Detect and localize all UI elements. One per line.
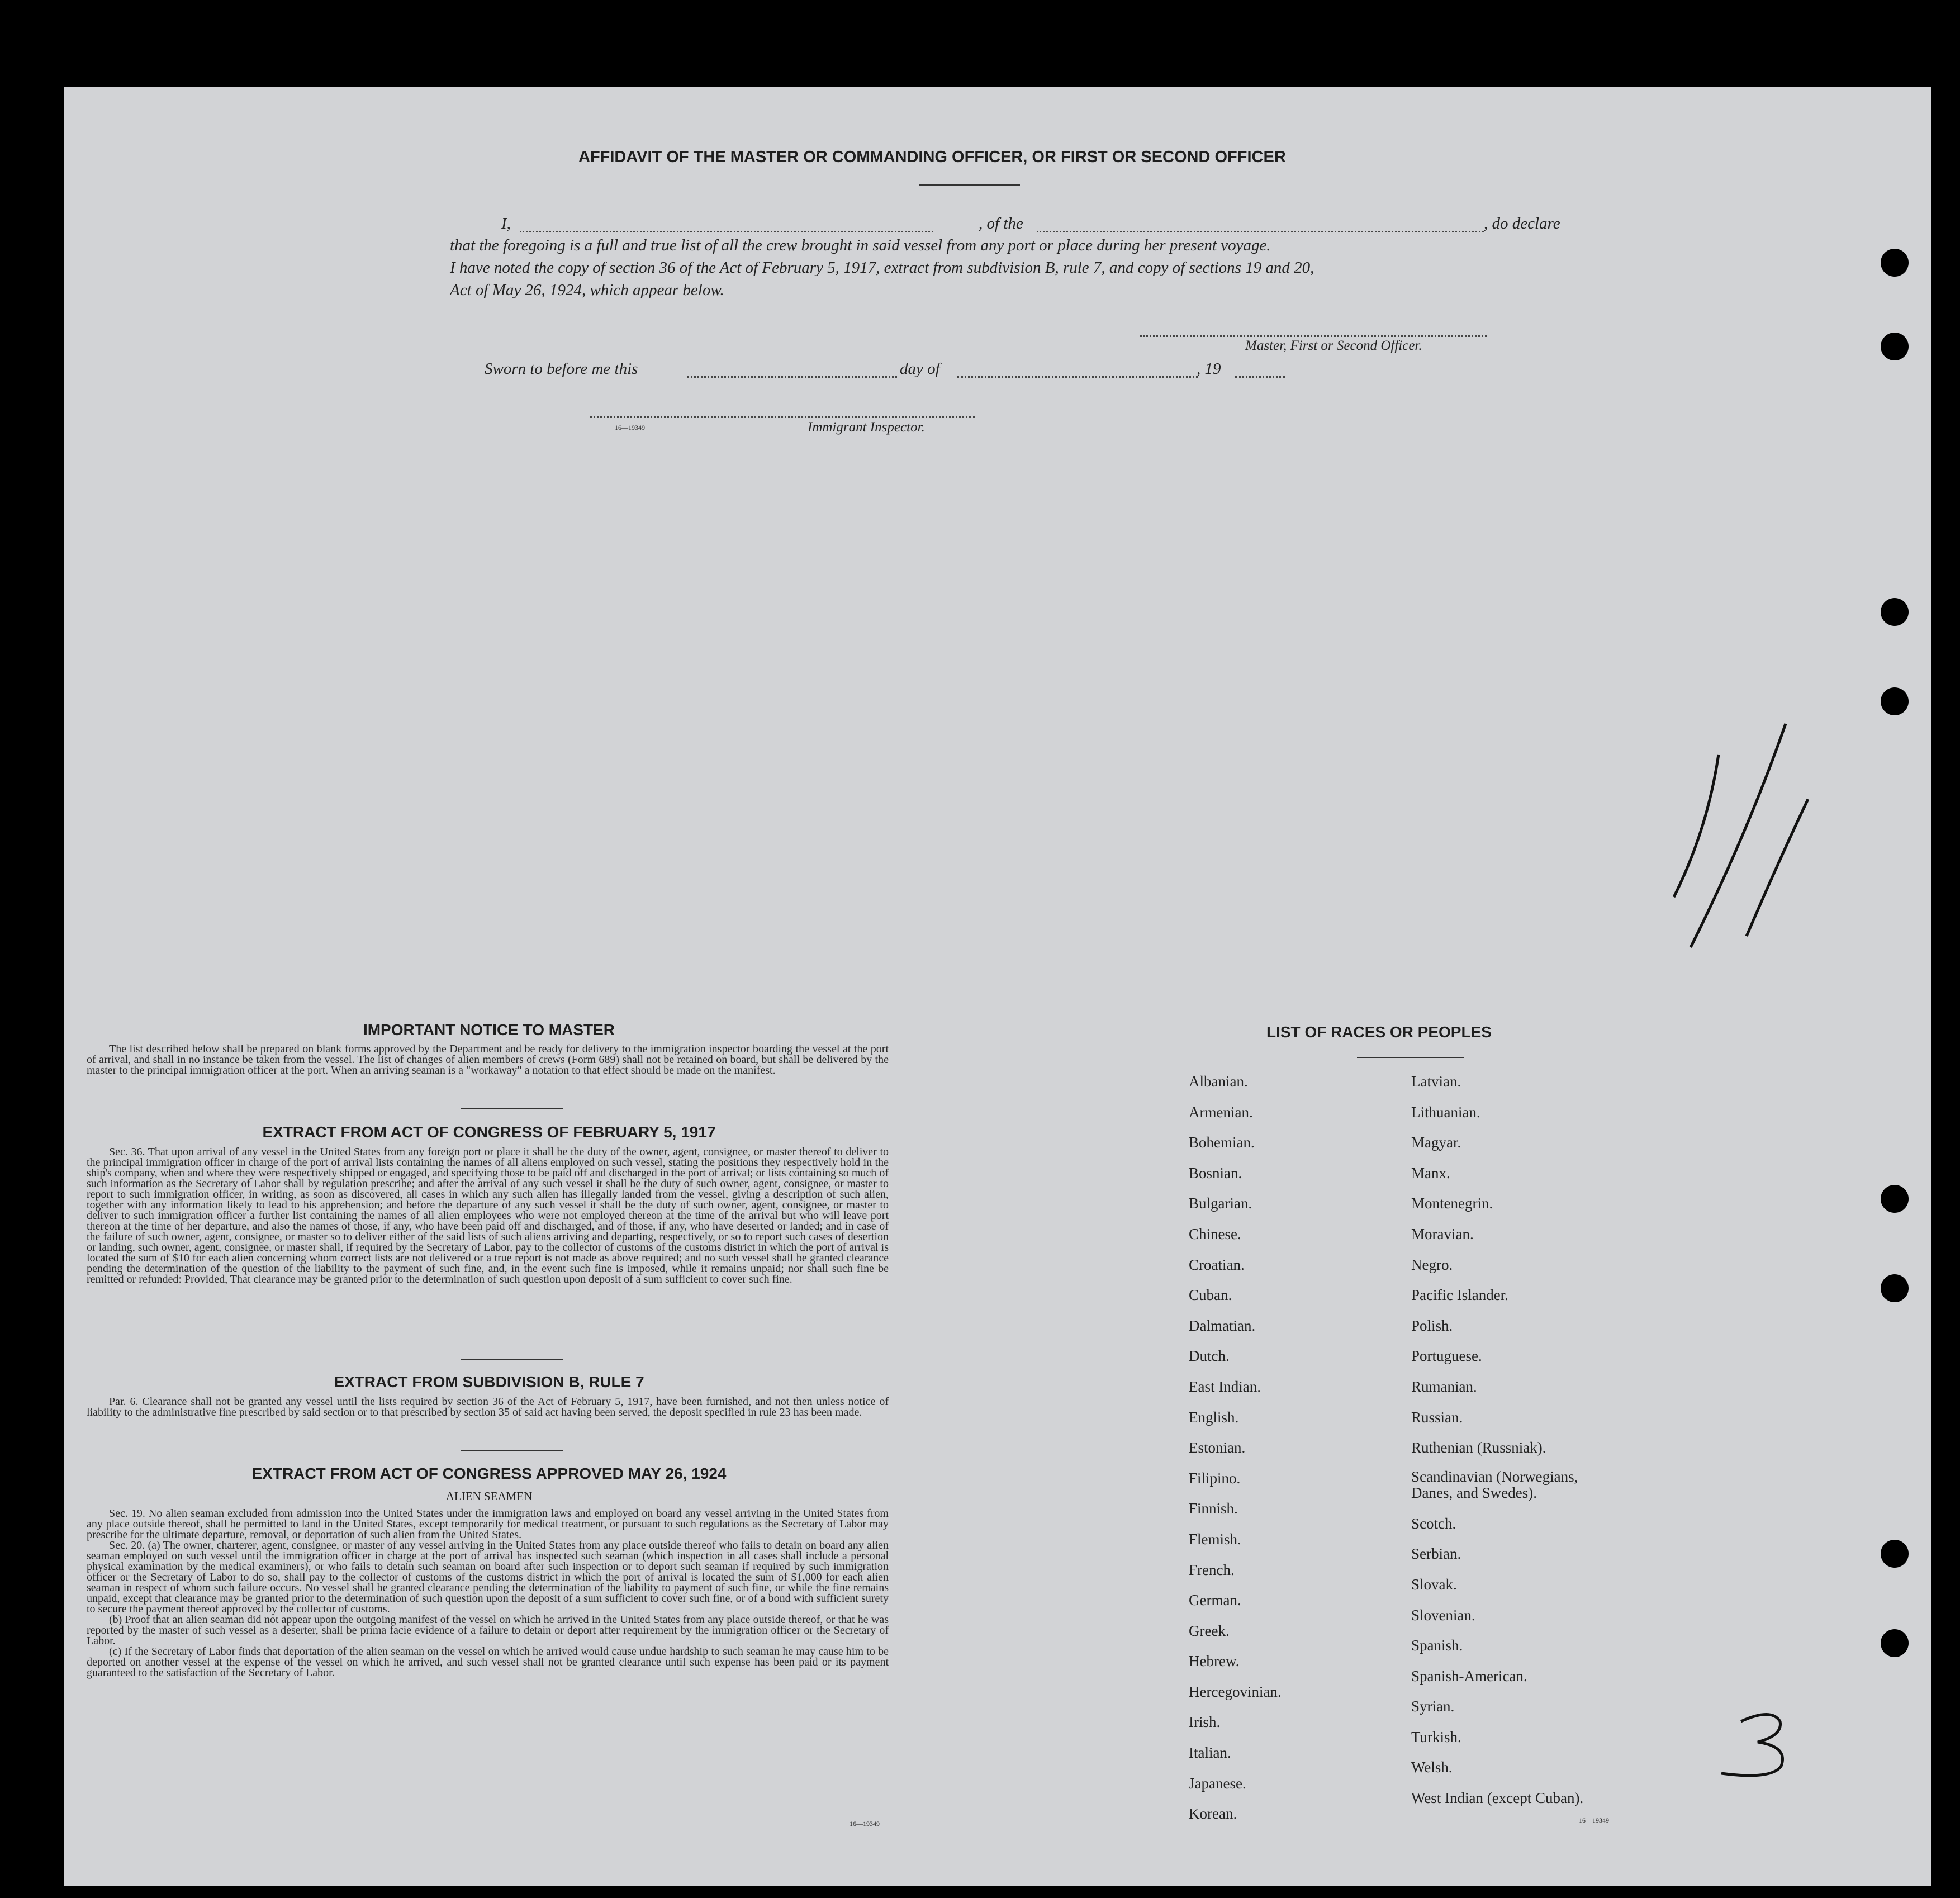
race-item: Hebrew. [1189,1653,1240,1670]
notice-body [87,1044,889,1076]
race-item: Bosnian. [1189,1164,1242,1181]
race-item: Manx. [1411,1164,1450,1181]
race-item: Portuguese. [1411,1347,1482,1365]
race-item: French. [1189,1561,1235,1578]
affidavit-of-the: , of the [979,215,1023,232]
race-item: Irish. [1189,1714,1221,1731]
race-item: East Indian. [1189,1378,1261,1395]
extract-1924-body [87,1508,889,1678]
sworn-year-blank[interactable] [1235,376,1285,378]
race-item: Japanese. [1189,1774,1246,1792]
binder-hole [1881,687,1909,715]
race-item: Spanish. [1411,1637,1463,1654]
race-item: Ruthenian (Russniak). [1411,1439,1546,1456]
binder-hole [1881,1629,1909,1657]
race-item: Serbian. [1411,1545,1461,1563]
race-item: Chinese. [1189,1225,1241,1242]
rule7-body [87,1397,889,1418]
signature-blank[interactable] [1140,335,1487,337]
race-item: Welsh. [1411,1759,1453,1776]
race-item: Finnish. [1189,1500,1238,1517]
race-item: Scandinavian (Norwegians, Danes, and Swedes). [1411,1468,1578,1501]
extract-1917-rule [461,1359,563,1360]
sworn-prefix: Sworn to before me this [485,360,638,378]
race-item: Greek. [1189,1622,1230,1639]
affidavit-line4: Act of May 26, 1924, which appear below. [450,281,724,299]
affidavit-declare: , do declare [1484,215,1560,232]
alien-seamen-subtitle: ALIEN SEAMEN [445,1489,533,1503]
race-item: West Indian (except Cuban). [1411,1790,1584,1807]
signature-label: Master, First or Second Officer. [1245,338,1422,353]
extract-form-number: 16—19349 [850,1820,880,1828]
races-column-1 [1189,1066,1282,1829]
race-item: Turkish. [1411,1728,1461,1745]
rule7-text: Par. 6. Clearance shall not be granted any vessel until the lists required by section 36 of the Act of February 5, 1917, have been furnished, and not then unless notice of liability to the administrative fine prescribed by said section or to that prescribed by section 35 of said act having been served, the deposit specified in rule 23 has been made. [87,1396,889,1418]
handwritten-tally-marks [1646,618,1914,975]
sec20c-text: (c) If the Secretary of Labor finds that deportation of the alien seaman on the vessel on which he arrived would cause undue hardship to such seaman he may cause him to be deported on another vessel at the expense of the vessel on which he arrived, and such vessel shall not be granted clearance until such expense has been paid or its payment guaranteed to the satisfaction of the Secretary of Labor. [87,1645,889,1679]
race-item: Montenegrin. [1411,1195,1493,1212]
vessel-blank[interactable] [1037,231,1484,232]
race-item: Flemish. [1189,1530,1241,1548]
sec20a-text: Sec. 20. (a) The owner, charterer, agent, consignee, or master of any vessel arriving in the United States from any place outside thereof who fails to detain on board any alien seaman employed on such vessel until the immigration officer in charge at the port of arrival has inspected such seaman (which inspection in all cases shall include a personal physical examination by the medical examiners), or who fails to detain such seaman on board after such inspection or to deport such seaman if required by such immigration officer or the Secretary of Labor to do so, shall pay to the collector of customs of the customs district in which the port of arrival is located the sum of $1,000 for each alien seaman in respect of whom such failure occurs. No vessel shall be granted clearance pending the determination of the liability to payment of such fine, or while the fine remains unpaid, except that clearance may be granted prior to the determination of such question upon the deposit of a sum sufficient to cover such fine, or of a bond with sufficient surety to secure the payment thereof approved by the collector of customs. [87,1539,889,1615]
race-item: Hercegovinian. [1189,1683,1282,1700]
race-item: Spanish-American. [1411,1667,1527,1685]
handwritten-page-number [1719,1707,1802,1786]
affidavit-form-number: 16—19349 [615,424,645,431]
race-item: Croatian. [1189,1256,1245,1273]
sec19-text: Sec. 19. No alien seaman excluded from admission into the United States under the immigration laws and employed on board any vessel arriving in the United States from any place outside thereof, shall be permitted to land in the United States, except temporarily for medical treatment, or pursuant to such regulations as the Secretary of Labor may prescribe for the ultimate departure, removal, or deportation of such alien from the United States. [87,1507,889,1541]
races-title: LIST OF RACES OR PEOPLES [1266,1023,1492,1041]
notice-rule [461,1108,563,1109]
binder-hole [1881,598,1909,626]
rule7-title: EXTRACT FROM SUBDIVISION B, RULE 7 [334,1373,644,1391]
races-form-number: 16—19349 [1579,1816,1609,1824]
race-item: Albanian. [1189,1073,1248,1090]
name-blank[interactable] [520,231,933,232]
binder-hole [1881,1185,1909,1213]
race-item: Bohemian. [1189,1134,1255,1151]
binder-hole [1881,249,1909,277]
race-item: Moravian. [1411,1225,1474,1242]
race-item: Estonian. [1189,1439,1246,1456]
race-item: Dutch. [1189,1347,1230,1365]
sec36-text: Sec. 36. That upon arrival of any vessel in the United States from any foreign port or place it shall be the duty of the owner, agent, consignee, or master thereof to deliver to the principal immigration officer in charge of the port of arrival lists containing the names of all aliens employed on such vessel, stating the positions they respectively hold in the ship's company, when and where they were respectively shipped or engaged, and specifying those to be paid off and discharged in the port of arrival; or lists containing so much of such information as the Secretary of Labor shall by regulation prescribe; and after the arrival of any such vessel it shall be the duty of such owner, agent, consignee, or master to report to such immigration officer, in writing, as soon as discovered, all cases in which any such alien has illegally landed from the vessel, giving a description of such alien, together with any information likely to lead to his apprehension; and before the departure of any such vessel it shall be the duty of such owner, agent, consignee, or master to deliver to such immigration officer a further list containing the names of all alien employees who were not employed thereon at the time of the arrival but who will leave port thereon at the time of her departure, and also the names of those, if any, who have been paid off and discharged, and of those, if any, who have deserted or landed; and in case of the failure of such owner, agent, consignee, or master so to deliver either of the said lists of such aliens arriving and departing, respectively, or so to report such cases of desertion or landing, such owner, agent, consignee, or master shall, if required by the Secretary of Labor, pay to the collector of customs of the customs district in which the port of arrival is located the sum of $10 for each alien concerning whom correct lists are not delivered or a true report is not made as above required; and no such vessel shall be granted clearance pending the determination of the question of the liability to the payment of such fine, and, in the event such fine is imposed, while it remains unpaid; nor shall such fine be remitted or refunded: Provided, That clearance may be granted prior to the determination of such question upon deposit of a sum sufficient to cover such fine. [87,1146,889,1285]
race-item: Negro. [1411,1256,1453,1273]
races-rule [1357,1057,1464,1058]
affidavit-line2: that the foregoing is a full and true list of all the crew brought in said vessel from any port or place during her present voyage. [450,236,1271,254]
binder-hole [1881,1274,1909,1302]
title-rule [919,184,1020,186]
inspector-label: Immigrant Inspector. [808,420,925,435]
race-item: Latvian. [1411,1073,1461,1090]
extract-1917-body [87,1147,889,1285]
race-item: Pacific Islander. [1411,1287,1508,1304]
race-item: Slovenian. [1411,1606,1475,1624]
extract-1924-title: EXTRACT FROM ACT OF CONGRESS APPROVED MAY 26, 1924 [251,1465,727,1482]
affidavit-i: I, [501,215,511,232]
form-sheet [64,87,1931,1886]
sworn-year: , 19 [1197,360,1221,378]
affidavit-title: AFFIDAVIT OF THE MASTER OR COMMANDING OFFICER, OR FIRST OR SECOND OFFICER [578,148,1286,166]
race-item: English. [1189,1408,1239,1426]
notice-title: IMPORTANT NOTICE TO MASTER [363,1021,615,1038]
binder-hole [1881,333,1909,360]
race-item: Dalmatian. [1189,1317,1256,1334]
race-item: Rumanian. [1411,1378,1477,1395]
race-item: Lithuanian. [1411,1103,1480,1121]
race-item: Russian. [1411,1408,1463,1426]
inspector-blank[interactable] [590,416,975,418]
sworn-month-blank[interactable] [957,376,1198,378]
sworn-day-blank[interactable] [687,376,897,378]
extract-1917-title: EXTRACT FROM ACT OF CONGRESS OF FEBRUARY 5, 1917 [262,1123,716,1141]
rule7-rule [461,1450,563,1451]
race-item: Scotch. [1411,1515,1456,1532]
races-column-2 [1411,1066,1596,1814]
race-item: Filipino. [1189,1469,1241,1487]
race-item: Korean. [1189,1805,1237,1823]
race-item: German. [1189,1592,1241,1609]
race-item: Cuban. [1189,1287,1232,1304]
race-item: Armenian. [1189,1103,1253,1121]
notice-text: The list described below shall be prepared on blank forms approved by the Department and be ready for delivery to the immigration inspector boarding the vessel at the port of arrival, and shall in no instance be taken from the vessel. The list of changes of alien members of crews (Form 689) shall not be retained on board, but shall be delivered by the master to the principal immigration officer at the port. When an arriving seaman is a "workaway" a notation to that effect should be made on the manifest. [87,1043,889,1076]
binder-hole [1881,1540,1909,1568]
race-item: Italian. [1189,1744,1231,1762]
race-item: Syrian. [1411,1698,1455,1715]
affidavit-line3: I have noted the copy of section 36 of the Act of February 5, 1917, extract from subdivision B, rule 7, and copy of sections 19 and 20, [450,259,1314,277]
sec20b-text: (b) Proof that an alien seaman did not appear upon the outgoing manifest of the vessel on which he arrived in the United States from any place outside thereof, or that he was reported by the master of such vessel as a deserter, shall be prima facie evidence of a failure to detain or deport after requirement by the immigration officer or the Secretary of Labor. [87,1614,889,1647]
race-item: Slovak. [1411,1576,1457,1593]
sworn-day-of: day of [900,360,940,378]
race-item: Polish. [1411,1317,1453,1334]
race-item: Magyar. [1411,1134,1461,1151]
race-item: Bulgarian. [1189,1195,1252,1212]
